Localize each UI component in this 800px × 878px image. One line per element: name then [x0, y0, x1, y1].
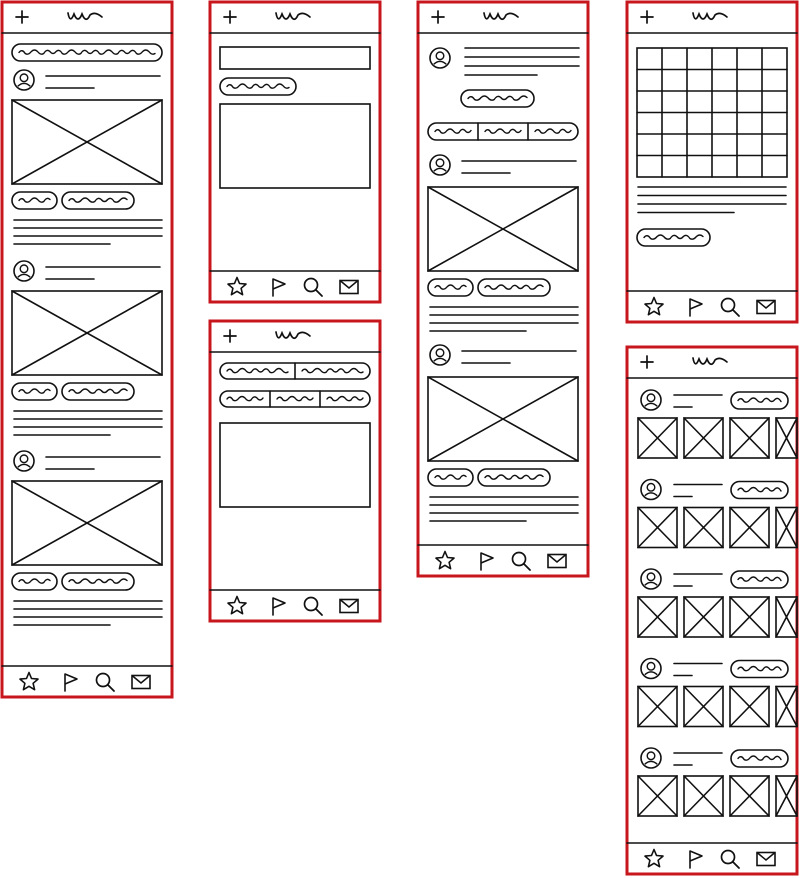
filter-screen	[210, 321, 380, 621]
search-screen	[210, 2, 380, 302]
feed-screen	[2, 2, 172, 697]
calendar-screen	[627, 2, 797, 322]
phone-frame	[2, 2, 172, 697]
gallery-screen	[627, 347, 797, 874]
phone-frame	[627, 347, 797, 874]
post-detail-screen	[418, 2, 588, 576]
